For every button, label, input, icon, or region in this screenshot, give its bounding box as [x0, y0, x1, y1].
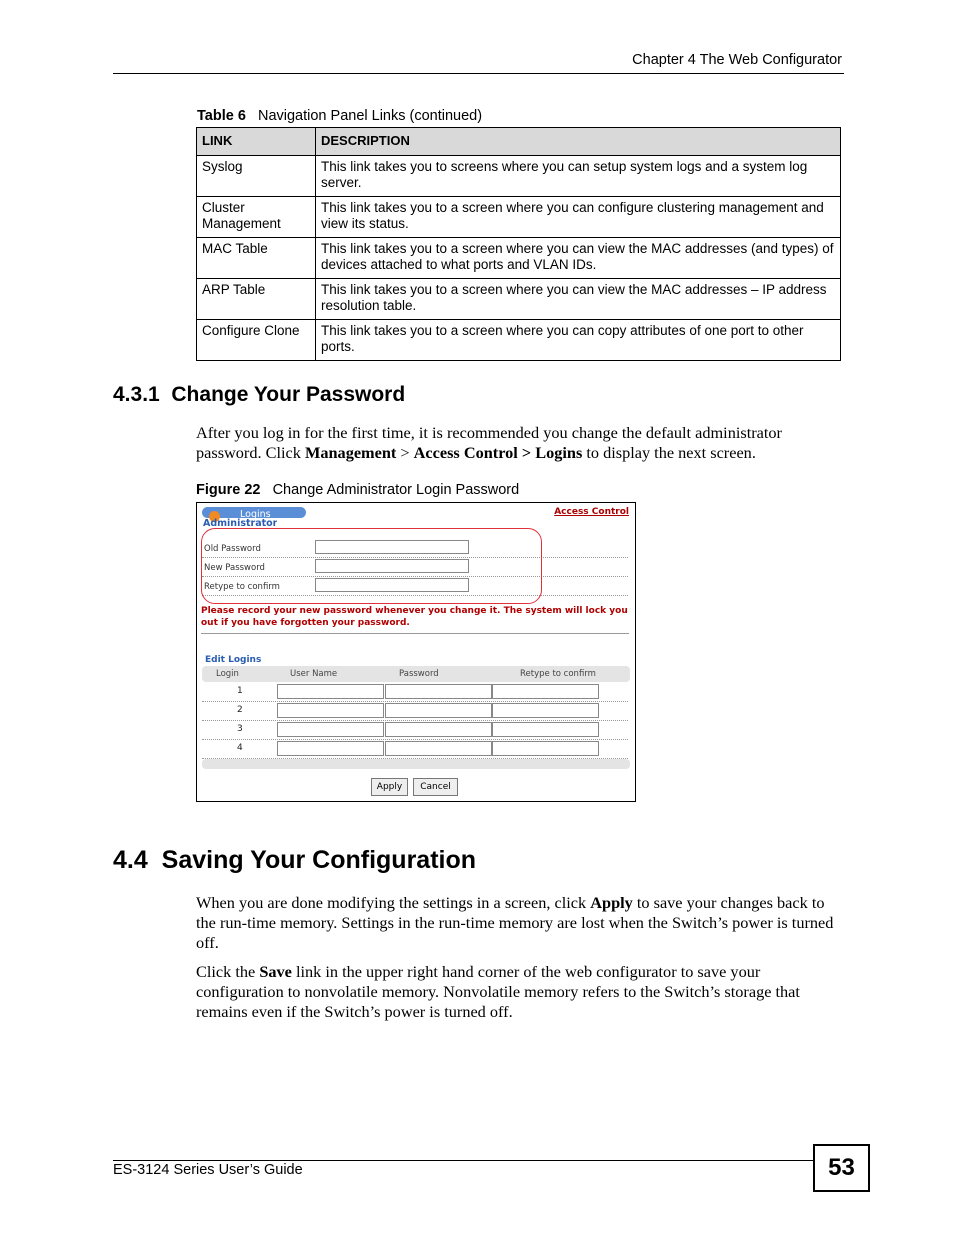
chapter-header: Chapter 4 The Web Configurator — [632, 52, 842, 68]
description-cell: This link takes you to a screen where you can configure clustering management and view its status. — [316, 197, 841, 238]
section-title: Saving Your Configuration — [161, 846, 477, 874]
description-cell: This link takes you to screens where you can setup system logs and a system log server. — [316, 156, 841, 197]
header-rule — [113, 73, 844, 74]
password-warning: Please record your new password whenever you change it. The system will lock you out if you have forgotten your password. — [201, 606, 628, 628]
grid-column-header: Retype to confirm — [520, 669, 596, 679]
link-cell: MAC Table — [197, 238, 316, 279]
retype-input[interactable] — [492, 684, 599, 699]
text-run: to display the next screen. — [582, 443, 756, 462]
grid-column-header: Login — [216, 669, 239, 679]
logins-tab[interactable] — [202, 507, 306, 518]
section-heading-4-4 — [113, 846, 476, 875]
login-password-screenshot — [196, 502, 636, 802]
section-heading-4-3-1 — [113, 383, 405, 407]
password-input[interactable] — [385, 722, 492, 737]
password-input[interactable] — [385, 703, 492, 718]
grid-row — [202, 739, 628, 759]
table-row — [197, 156, 841, 197]
bold-text: Management — [304, 443, 397, 462]
grid-column-header: User Name — [290, 669, 338, 679]
retype-input[interactable] — [492, 703, 599, 718]
password-input[interactable] — [385, 741, 492, 756]
link-cell: Cluster Management — [197, 197, 316, 238]
bold-text: Access Control > Logins — [413, 443, 583, 462]
login-number: 3 — [237, 724, 243, 734]
password-input[interactable] — [385, 684, 492, 699]
table-header-row — [197, 128, 841, 156]
table-label: Table 6 — [197, 108, 246, 124]
logins-grid-header — [202, 666, 630, 682]
grid-column-header: Password — [399, 669, 439, 679]
login-number: 2 — [237, 705, 243, 715]
grid-row — [202, 701, 628, 721]
description-cell: This link takes you to a screen where you can copy attributes of one port to other ports. — [316, 320, 841, 361]
text-run: Click the — [196, 962, 260, 981]
bold-text: Save — [259, 962, 292, 981]
access-control-link[interactable]: Access Control — [554, 507, 629, 517]
grid-row — [202, 720, 628, 740]
description-cell: This link takes you to a screen where you can view the MAC addresses (and types) of devices attached to what ports and VLAN IDs. — [316, 238, 841, 279]
grid-row — [202, 682, 628, 702]
divider — [201, 633, 629, 634]
login-number: 1 — [237, 686, 243, 696]
user-name-input[interactable] — [277, 703, 384, 718]
link-cell: ARP Table — [197, 279, 316, 320]
login-number: 4 — [237, 743, 243, 753]
table-row — [197, 238, 841, 279]
section-paragraph — [196, 893, 844, 953]
figure-title: Change Administrator Login Password — [272, 482, 520, 498]
footer-rule — [113, 1160, 813, 1161]
user-name-input[interactable] — [277, 722, 384, 737]
tab-label: Logins — [240, 509, 271, 520]
bold-text: Apply — [590, 893, 633, 912]
section-paragraph — [196, 962, 844, 1022]
grid-footer-bar — [202, 759, 630, 769]
administrator-heading: Administrator — [203, 518, 278, 527]
link-cell: Syslog — [197, 156, 316, 197]
apply-button[interactable]: Apply — [371, 778, 408, 796]
edit-logins-heading: Edit Logins — [205, 655, 262, 665]
table-title: Navigation Panel Links (continued) — [257, 108, 483, 124]
figure-label: Figure 22 — [196, 482, 261, 498]
field-label: Retype to confirm — [204, 582, 280, 592]
description-cell: This link takes you to a screen where you can view the MAC addresses – IP address resolution table. — [316, 279, 841, 320]
field-label: New Password — [204, 563, 265, 573]
text-run: When you are done modifying the settings in a screen, click — [196, 893, 591, 912]
section-title: Change Your Password — [171, 383, 406, 406]
page-number: 53 — [813, 1144, 870, 1192]
text-run: > — [396, 443, 414, 462]
guide-title: ES-3124 Series User’s Guide — [113, 1162, 303, 1178]
highlight-outline — [201, 528, 542, 604]
user-name-input[interactable] — [277, 741, 384, 756]
navigation-links-table — [196, 127, 841, 361]
text-run: link in the upper right hand corner of the web configurator to save your configuration to nonvolatile memory. Nonvolatile memory refers to the Switch’s storage that remains even if the Switch’s power is turned off. — [196, 962, 800, 1021]
field-label: Old Password — [204, 544, 261, 554]
text-run: After you log in for the first time, it is recommended you change the default administrator password. Click — [196, 423, 782, 462]
table-row — [197, 279, 841, 320]
retype-input[interactable] — [492, 722, 599, 737]
section-number: 4.4 — [113, 846, 148, 874]
link-cell: Configure Clone — [197, 320, 316, 361]
table-caption — [197, 108, 482, 124]
column-header: DESCRIPTION — [316, 128, 841, 156]
table-row — [197, 197, 841, 238]
figure-caption — [196, 482, 519, 498]
table-row — [197, 320, 841, 361]
cancel-button[interactable]: Cancel — [413, 778, 458, 796]
section-paragraph — [196, 423, 844, 463]
user-name-input[interactable] — [277, 684, 384, 699]
retype-input[interactable] — [492, 741, 599, 756]
text-run: to save your changes back to the run-time memory. Settings in the run-time memory are lost when the Switch’s power is turned off. — [196, 893, 834, 952]
section-number: 4.3.1 — [113, 383, 160, 406]
column-header: LINK — [197, 128, 316, 156]
